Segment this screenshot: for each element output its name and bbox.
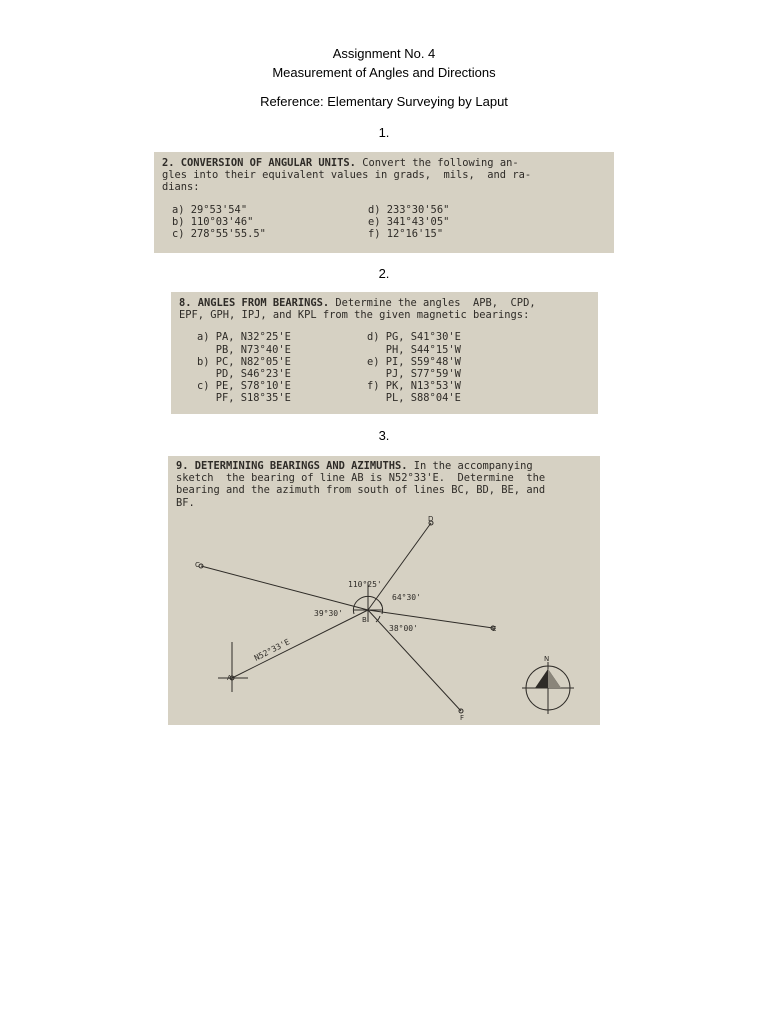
reference-line: Reference: Elementary Surveying by Laput <box>260 94 508 109</box>
point-e-label: E <box>492 625 497 633</box>
problem-3-line-1: 9. DETERMINING BEARINGS AND AZIMUTHS. In the accompanying <box>176 460 533 472</box>
problem-2-line-2: EPF, GPH, IPJ, and KPL from the given magnetic bearings: <box>179 309 530 322</box>
problem-3-line-3: bearing and the azimuth from south of lines BC, BD, BE, and <box>176 484 546 497</box>
problem-2-heading: 8. ANGLES FROM BEARINGS. <box>179 297 330 309</box>
angle-top-label: 110°25' <box>348 580 382 589</box>
angle-right-down-label: 38°00' <box>389 624 418 633</box>
problem-1-heading: 2. CONVERSION OF ANGULAR UNITS. <box>162 157 356 169</box>
problem-1-left-items: a) 29°53'54" b) 110°03'46" c) 278°55'55.5" <box>172 203 266 241</box>
assignment-title: Assignment No. 4 <box>332 46 436 61</box>
problem-number-2: 2. <box>378 266 390 281</box>
problem-2-line-1: 8. ANGLES FROM BEARINGS. Determine the angles APB, CPD, <box>179 297 536 309</box>
problem-1-right-items: d) 233°30'56" e) 341°43'05" f) 12°16'15" <box>368 203 450 241</box>
point-d-label: D <box>428 515 434 523</box>
angle-left-label: 39°30' <box>314 609 343 618</box>
problem-2-left-items: a) PA, N32°25'E PB, N73°40'E b) PC, N82°05'E PD, S46°23'E c) PE, S78°10'E PF, S18°35'E <box>197 331 291 405</box>
line-bc <box>201 566 368 610</box>
ab-bearing-label: N52°33'E <box>252 637 292 663</box>
bearing-sketch <box>168 456 600 725</box>
assignment-subtitle: Measurement of Angles and Directions <box>272 65 496 80</box>
problem-3-line-2: sketch the bearing of line AB is N52°33'E. Determine the <box>176 472 546 485</box>
point-f-label: F <box>460 714 465 722</box>
problem-number-1: 1. <box>378 125 390 140</box>
angle-right-up-label: 64°30' <box>392 593 421 602</box>
problem-1-line-3: dians: <box>162 181 200 194</box>
document-header <box>0 44 768 111</box>
problem-3-line-4: BF. <box>176 496 195 509</box>
line-be <box>368 610 493 628</box>
problem-1-scan <box>154 152 614 253</box>
problem-1-line-2: gles into their equivalent values in grads, mils, and ra- <box>162 169 532 182</box>
problem-3-scan <box>168 456 600 725</box>
problem-number-3: 3. <box>378 428 390 443</box>
problem-3-heading: 9. DETERMINING BEARINGS AND AZIMUTHS. <box>176 460 408 472</box>
north-label: N <box>544 655 550 663</box>
problem-2-scan <box>171 292 598 414</box>
problem-2-right-items: d) PG, S41°30'E PH, S44°15'W e) PI, S59°48'W PJ, S77°59'W f) PK, N13°53'W PL, S88°04'E <box>367 331 461 405</box>
line-ab <box>232 610 368 678</box>
problem-1-line-1: 2. CONVERSION OF ANGULAR UNITS. Convert the following an- <box>162 157 519 169</box>
point-b-label: B <box>362 616 367 624</box>
point-a-label: A <box>227 674 232 682</box>
point-c-label: C <box>195 561 200 569</box>
